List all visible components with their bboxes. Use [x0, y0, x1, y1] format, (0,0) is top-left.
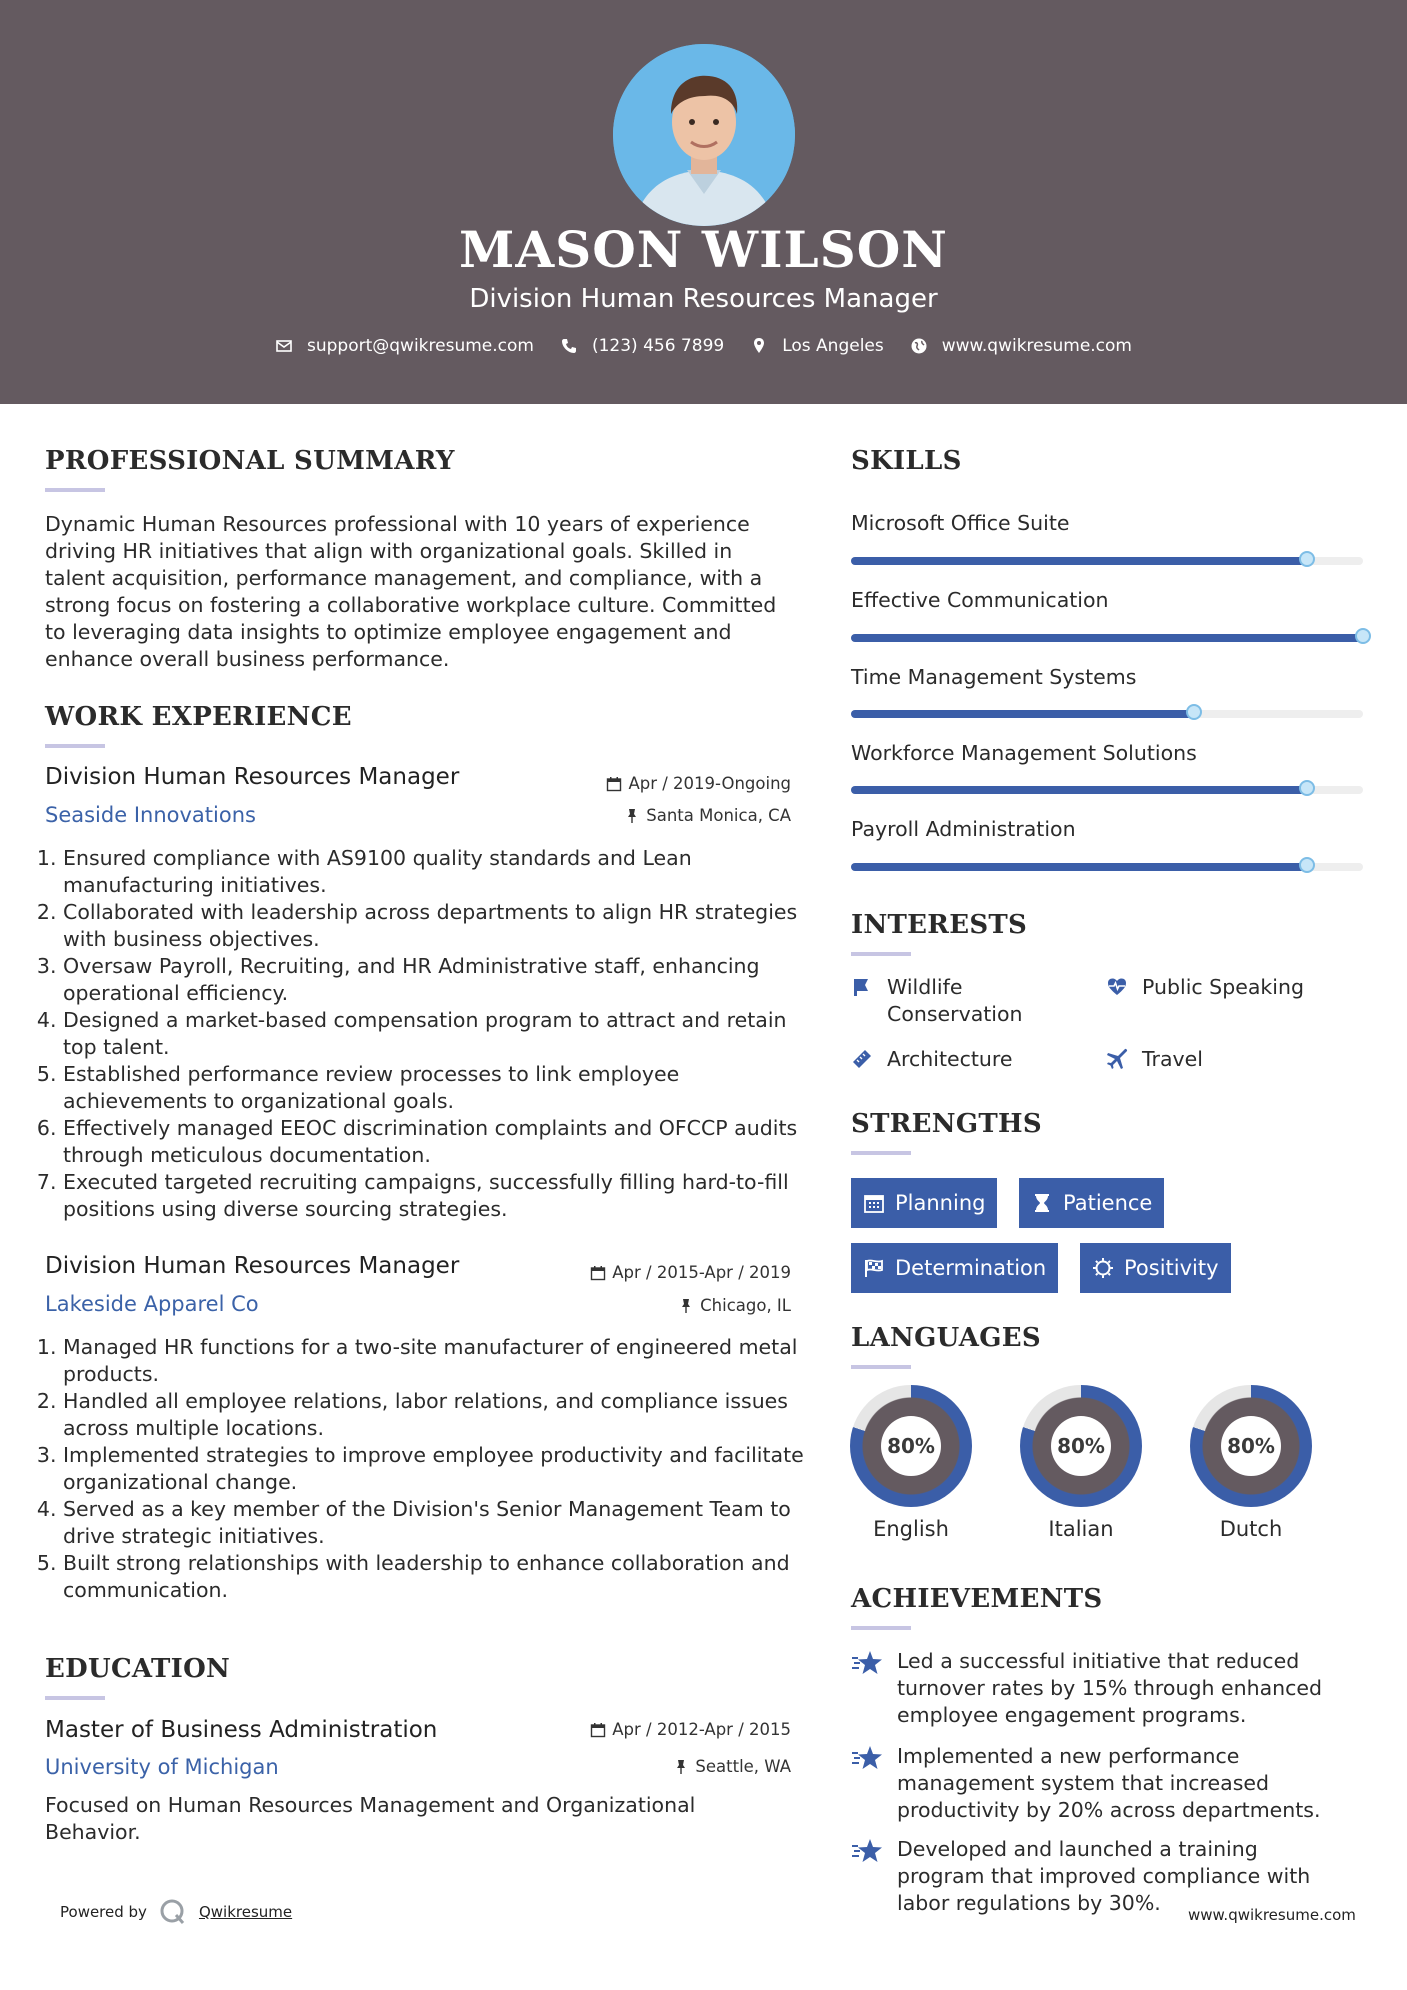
candidate-name: MASON WILSON — [459, 220, 948, 279]
calendar-icon — [863, 1192, 885, 1214]
list-item: 4. Designed a market-based compensation program to attract and retain top talent. — [63, 1007, 805, 1061]
email-text: support@qwikresume.com — [307, 336, 534, 356]
interest-label: Wildlife Conservation — [887, 975, 1023, 1026]
qwikresume-logo-icon — [159, 1898, 187, 1926]
heading-underline — [45, 744, 105, 748]
envelope-icon — [275, 337, 293, 355]
skill-fill — [851, 634, 1363, 642]
avatar — [613, 44, 795, 226]
pin-icon — [678, 1298, 694, 1314]
contact-location — [750, 336, 884, 356]
language-ring — [850, 1385, 972, 1507]
education-location — [520, 1757, 791, 1776]
achievement-item — [851, 1743, 1331, 1824]
strength-chip — [1019, 1178, 1164, 1228]
job-title: Division Human Resources Manager — [45, 764, 460, 790]
job-location-text: Santa Monica, CA — [646, 806, 791, 825]
list-item: 7. Executed targeted recruiting campaigns, successfully filling hard-to-fill positions using diverse sourcing strategies. — [63, 1169, 805, 1223]
interest-label: Travel — [1142, 1047, 1203, 1071]
skill-bar — [851, 710, 1363, 718]
education-description: Focused on Human Resources Management and Organizational Behavior. — [45, 1793, 696, 1844]
calendar-icon — [590, 1265, 606, 1281]
school-name: University of Michigan — [45, 1755, 279, 1779]
job-location — [520, 806, 791, 825]
skill-label: Microsoft Office Suite — [851, 511, 1070, 535]
degree-title: Master of Business Administration — [45, 1717, 438, 1743]
skill-label: Workforce Management Solutions — [851, 741, 1197, 765]
language-item — [850, 1385, 972, 1541]
powered-by — [60, 1898, 292, 1926]
job-bullets — [45, 1334, 805, 1604]
skill-fill — [851, 557, 1307, 565]
skill-label: Payroll Administration — [851, 817, 1076, 841]
job-company: Lakeside Apparel Co — [45, 1292, 259, 1316]
achievements-heading: ACHIEVEMENTS — [851, 1584, 1103, 1614]
education-location-text: Seattle, WA — [695, 1757, 791, 1776]
skill-knob — [1355, 628, 1371, 644]
interest-label: Public Speaking — [1142, 975, 1304, 999]
skill-bar — [851, 557, 1363, 565]
heartbeat-icon — [1106, 976, 1128, 998]
heading-underline — [851, 1626, 911, 1630]
skill-fill — [851, 863, 1307, 871]
contact-website[interactable] — [910, 336, 1132, 356]
star-icon — [851, 1650, 883, 1676]
contact-email[interactable] — [275, 336, 534, 356]
achievement-item — [851, 1648, 1331, 1729]
languages-heading: LANGUAGES — [851, 1323, 1041, 1353]
list-item: 4. Served as a key member of the Division's Senior Management Team to drive strategic initiatives. — [63, 1496, 805, 1550]
hourglass-icon — [1031, 1192, 1053, 1214]
strength-label: Determination — [895, 1256, 1047, 1280]
pin-icon — [624, 808, 640, 824]
heading-underline — [851, 1151, 911, 1155]
summary-text: Dynamic Human Resources professional with 10 years of experience driving HR initiatives that align with organizational goals. Skilled in talent acquisition, performance management, and compliance, with a strong focus on fostering a collaborative workplace culture. Committed to leveraging data insights to optimize employee engagement and enhance overall business performance. — [45, 512, 777, 671]
interest-label: Architecture — [887, 1047, 1013, 1071]
list-item: 5. Established performance review processes to link employee achievements to organizational goals. — [63, 1061, 805, 1115]
skills-heading: SKILLS — [851, 446, 962, 476]
skill-bar — [851, 634, 1363, 642]
plane-icon — [1106, 1048, 1128, 1070]
ruler-icon — [851, 1048, 873, 1070]
skill-knob — [1299, 780, 1315, 796]
strengths-heading: STRENGTHS — [851, 1109, 1042, 1139]
language-name: Dutch — [1219, 1517, 1283, 1541]
heading-underline — [851, 952, 911, 956]
flag-icon — [851, 976, 873, 998]
skill-knob — [1299, 857, 1315, 873]
strength-chip — [851, 1243, 1058, 1293]
list-item: 6. Effectively managed EEOC discrimination complaints and OFCCP audits through meticulous documentation. — [63, 1115, 805, 1169]
map-pin-icon — [750, 337, 768, 355]
language-percent: 80% — [1221, 1416, 1281, 1476]
achievement-item — [851, 1836, 1331, 1917]
calendar-icon — [606, 776, 622, 792]
achievement-text: Developed and launched a training program that improved compliance with labor regulations by 30%. — [897, 1837, 1311, 1915]
language-item — [1020, 1385, 1142, 1541]
strength-label: Planning — [895, 1191, 986, 1215]
language-ring — [1020, 1385, 1142, 1507]
location-text: Los Angeles — [782, 336, 884, 356]
strength-label: Patience — [1063, 1191, 1153, 1215]
skill-label: Time Management Systems — [851, 665, 1137, 689]
strength-chip — [851, 1178, 997, 1228]
list-item: 1. Managed HR functions for a two-site manufacturer of engineered metal products. — [63, 1334, 805, 1388]
candidate-title: Division Human Resources Manager — [469, 284, 938, 314]
interest-item — [851, 974, 1081, 1028]
list-item: 2. Handled all employee relations, labor relations, and compliance issues across multiple locations. — [63, 1388, 805, 1442]
pin-icon — [673, 1759, 689, 1775]
achievement-text: Led a successful initiative that reduced turnover rates by 15% through enhanced employee engagement programs. — [897, 1649, 1323, 1727]
job-dates-text: Apr / 2019-Ongoing — [628, 774, 791, 793]
language-percent: 80% — [881, 1416, 941, 1476]
interest-item — [851, 1046, 1081, 1073]
star-icon — [851, 1745, 883, 1771]
website-text: www.qwikresume.com — [941, 336, 1132, 356]
language-percent: 80% — [1051, 1416, 1111, 1476]
language-name: English — [873, 1517, 949, 1541]
language-ring — [1190, 1385, 1312, 1507]
phone-text: (123) 456 7899 — [591, 336, 725, 356]
list-item: 1. Ensured compliance with AS9100 quality standards and Lean manufacturing initiatives. — [63, 845, 805, 899]
skill-knob — [1186, 704, 1202, 720]
powered-by-label: Powered by — [60, 1903, 147, 1921]
language-name: Italian — [1048, 1517, 1114, 1541]
resume-header — [0, 0, 1407, 404]
job-dates — [520, 774, 791, 793]
language-item — [1190, 1385, 1312, 1541]
profile-photo — [613, 44, 795, 226]
contact-phone[interactable] — [560, 336, 724, 356]
job-title: Division Human Resources Manager — [45, 1253, 460, 1279]
strength-chip — [1080, 1243, 1231, 1293]
brand-link[interactable]: Qwikresume — [198, 1903, 293, 1921]
skill-fill — [851, 710, 1194, 718]
list-item: 3. Oversaw Payroll, Recruiting, and HR Administrative staff, enhancing operational efficiency. — [63, 953, 805, 1007]
calendar-icon — [590, 1722, 606, 1738]
summary-heading: PROFESSIONAL SUMMARY — [45, 446, 455, 476]
skill-fill — [851, 786, 1307, 794]
heading-underline — [45, 488, 105, 492]
skill-knob — [1299, 551, 1315, 567]
globe-icon — [910, 337, 928, 355]
heading-underline — [851, 1365, 911, 1369]
job-company: Seaside Innovations — [45, 803, 256, 827]
job-location-text: Chicago, IL — [700, 1296, 791, 1315]
skill-label: Effective Communication — [851, 588, 1109, 612]
list-item: 3. Implemented strategies to improve employee productivity and facilitate organizational change. — [63, 1442, 805, 1496]
sun-icon — [1092, 1257, 1114, 1279]
job-dates-text: Apr / 2015-Apr / 2019 — [612, 1263, 791, 1282]
flag-checkered-icon — [863, 1257, 885, 1279]
education-dates — [520, 1720, 791, 1739]
education-dates-text: Apr / 2012-Apr / 2015 — [612, 1720, 791, 1739]
list-item: 5. Built strong relationships with leadership to enhance collaboration and communication. — [63, 1550, 805, 1604]
skill-bar — [851, 786, 1363, 794]
strength-label: Positivity — [1124, 1256, 1219, 1280]
job-bullets — [45, 845, 805, 1223]
education-heading: EDUCATION — [45, 1654, 231, 1684]
job-location — [520, 1296, 791, 1315]
footer-website[interactable]: www.qwikresume.com — [1188, 1906, 1356, 1924]
phone-icon — [560, 337, 578, 355]
interest-item — [1106, 974, 1356, 1001]
skill-bar — [851, 863, 1363, 871]
star-icon — [851, 1838, 883, 1864]
contact-bar — [0, 336, 1407, 356]
experience-heading: WORK EXPERIENCE — [45, 702, 352, 732]
list-item: 2. Collaborated with leadership across departments to align HR strategies with business objectives. — [63, 899, 805, 953]
job-dates — [520, 1263, 791, 1282]
interests-heading: INTERESTS — [851, 910, 1028, 940]
achievement-text: Implemented a new performance management system that increased productivity by 20% across departments. — [897, 1744, 1321, 1822]
heading-underline — [45, 1696, 105, 1700]
interest-item — [1106, 1046, 1356, 1073]
